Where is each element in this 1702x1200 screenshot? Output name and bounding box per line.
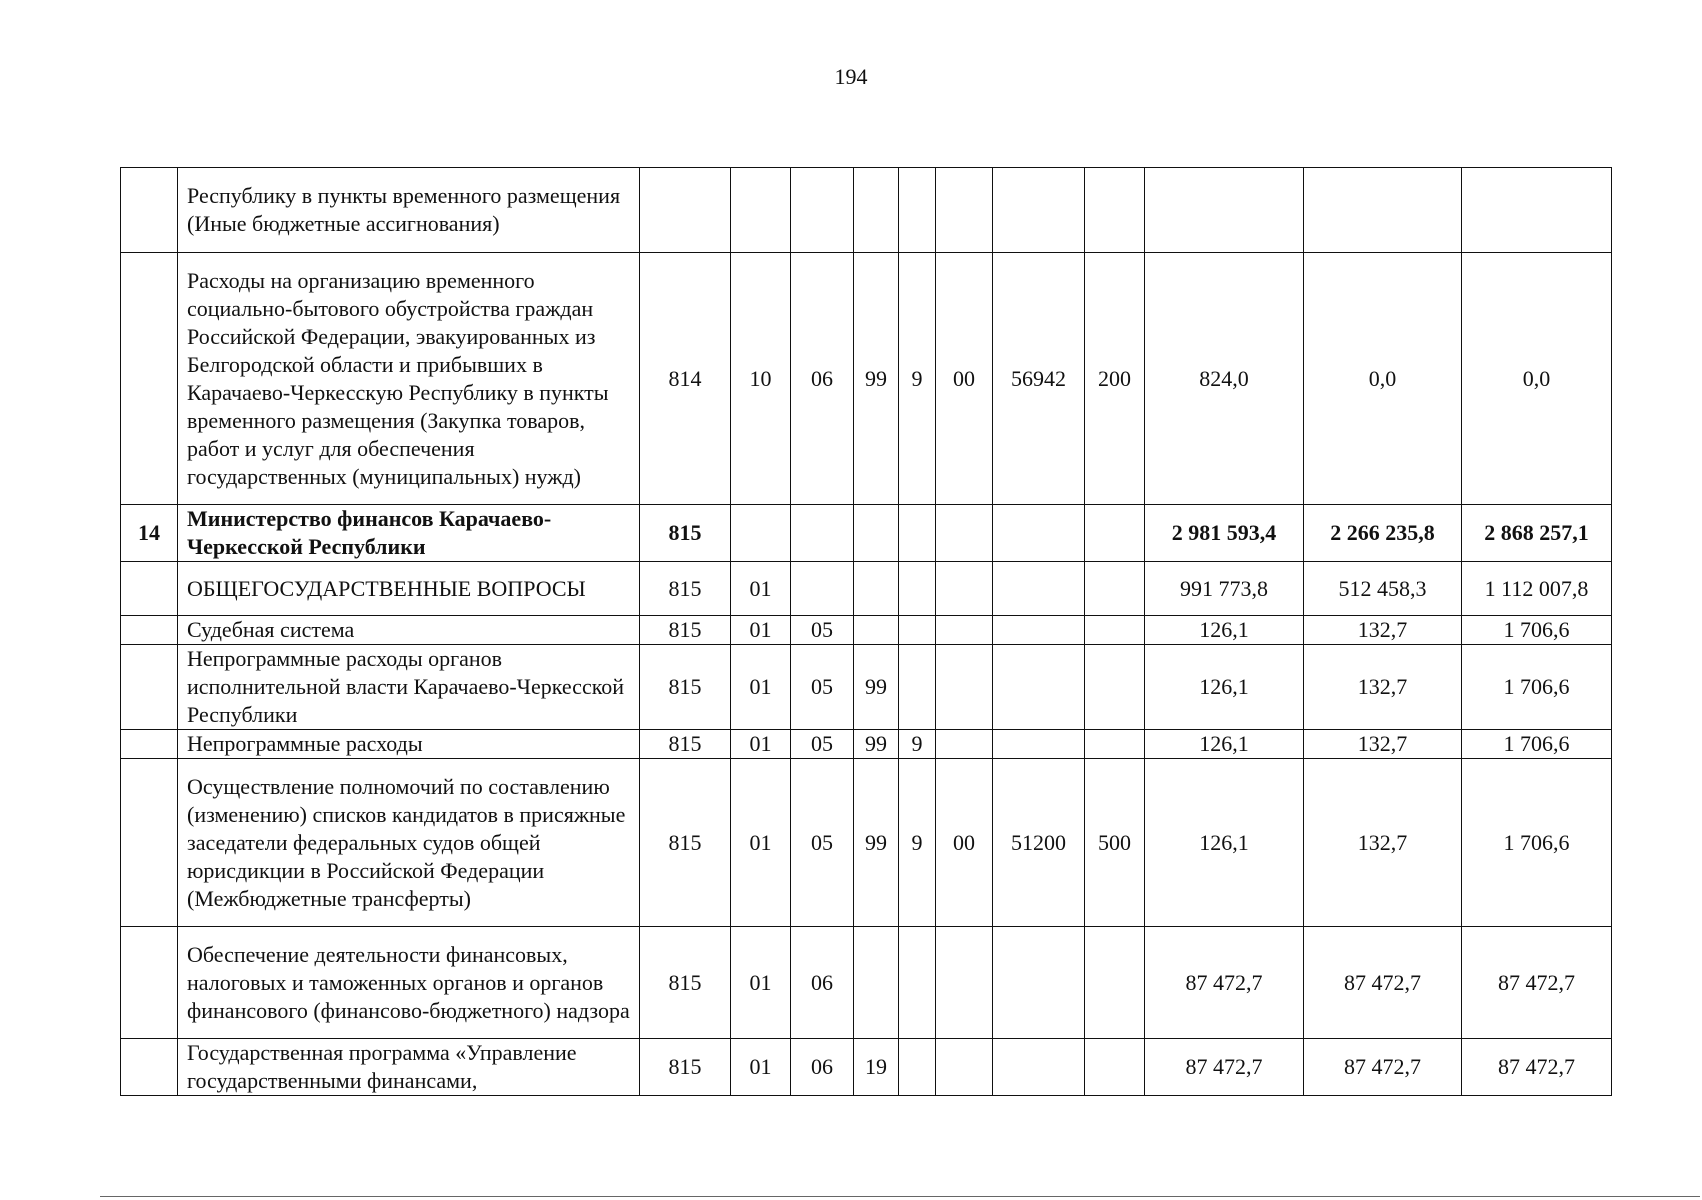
- table-row: [121, 505, 1612, 562]
- row-number-cell: [121, 168, 178, 253]
- subprogram-code-cell: [899, 1039, 936, 1096]
- table-row: [121, 253, 1612, 505]
- section-code-cell: 01: [731, 562, 791, 616]
- program-code-cell: [854, 168, 899, 253]
- direction-code-cell: 51200: [993, 759, 1085, 927]
- subprogram-code-cell: 9: [899, 253, 936, 505]
- amount-year-1-cell: 991 773,8: [1145, 562, 1304, 616]
- subsection-code-cell: [791, 505, 854, 562]
- ministry-code-cell: 815: [640, 645, 731, 730]
- program-code-cell: 99: [854, 759, 899, 927]
- amount-year-2-cell: [1304, 168, 1462, 253]
- subprogram-code-cell: [899, 168, 936, 253]
- amount-year-2-cell: 132,7: [1304, 730, 1462, 759]
- ministry-code-cell: [640, 168, 731, 253]
- ministry-code-cell: 815: [640, 927, 731, 1039]
- direction-code-cell: [993, 645, 1085, 730]
- subprogram-code-cell: [899, 505, 936, 562]
- ministry-code-cell: 814: [640, 253, 731, 505]
- amount-year-1-cell: 87 472,7: [1145, 927, 1304, 1039]
- amount-year-1-cell: 126,1: [1145, 616, 1304, 645]
- subsection-code-cell: 05: [791, 759, 854, 927]
- event-code-cell: [936, 505, 993, 562]
- description-cell: Судебная система: [178, 616, 640, 645]
- ministry-code-cell: 815: [640, 616, 731, 645]
- program-code-cell: 99: [854, 730, 899, 759]
- description-cell: Непрограммные расходы: [178, 730, 640, 759]
- expense-type-cell: [1085, 1039, 1145, 1096]
- section-code-cell: 01: [731, 1039, 791, 1096]
- amount-year-3-cell: 1 706,6: [1462, 730, 1612, 759]
- ministry-code-cell: 815: [640, 730, 731, 759]
- subprogram-code-cell: [899, 616, 936, 645]
- description-cell: ОБЩЕГОСУДАРСТВЕННЫЕ ВОПРОСЫ: [178, 562, 640, 616]
- subsection-code-cell: 05: [791, 616, 854, 645]
- expense-type-cell: [1085, 168, 1145, 253]
- row-number-cell: [121, 1039, 178, 1096]
- row-number-cell: [121, 730, 178, 759]
- program-code-cell: 99: [854, 645, 899, 730]
- event-code-cell: [936, 562, 993, 616]
- subprogram-code-cell: [899, 562, 936, 616]
- subprogram-code-cell: [899, 927, 936, 1039]
- direction-code-cell: [993, 616, 1085, 645]
- amount-year-1-cell: 126,1: [1145, 730, 1304, 759]
- subsection-code-cell: [791, 168, 854, 253]
- amount-year-3-cell: [1462, 168, 1612, 253]
- table-row: [121, 730, 1612, 759]
- page-bottom-rule: [100, 1196, 1700, 1197]
- section-code-cell: 01: [731, 927, 791, 1039]
- table-row: [121, 927, 1612, 1039]
- amount-year-1-cell: 126,1: [1145, 759, 1304, 927]
- table-row: [121, 562, 1612, 616]
- amount-year-2-cell: 132,7: [1304, 645, 1462, 730]
- amount-year-1-cell: 126,1: [1145, 645, 1304, 730]
- amount-year-2-cell: 2 266 235,8: [1304, 505, 1462, 562]
- table-row: [121, 759, 1612, 927]
- row-number-cell: [121, 562, 178, 616]
- subsection-code-cell: 05: [791, 730, 854, 759]
- subsection-code-cell: 06: [791, 927, 854, 1039]
- description-cell: Непрограммные расходы органов исполнительной власти Карачаево-Черкесской Республики: [178, 645, 640, 730]
- budget-table: [120, 167, 1612, 1096]
- amount-year-2-cell: 87 472,7: [1304, 1039, 1462, 1096]
- section-code-cell: [731, 168, 791, 253]
- row-number-cell: [121, 645, 178, 730]
- amount-year-1-cell: 824,0: [1145, 253, 1304, 505]
- event-code-cell: [936, 645, 993, 730]
- direction-code-cell: [993, 168, 1085, 253]
- event-code-cell: [936, 730, 993, 759]
- section-code-cell: 01: [731, 730, 791, 759]
- expense-type-cell: [1085, 505, 1145, 562]
- ministry-code-cell: 815: [640, 562, 731, 616]
- event-code-cell: [936, 616, 993, 645]
- program-code-cell: 19: [854, 1039, 899, 1096]
- amount-year-3-cell: 2 868 257,1: [1462, 505, 1612, 562]
- amount-year-3-cell: 1 706,6: [1462, 616, 1612, 645]
- amount-year-2-cell: 132,7: [1304, 616, 1462, 645]
- amount-year-3-cell: 1 706,6: [1462, 759, 1612, 927]
- subsection-code-cell: [791, 562, 854, 616]
- amount-year-3-cell: 0,0: [1462, 253, 1612, 505]
- event-code-cell: [936, 1039, 993, 1096]
- section-code-cell: 01: [731, 759, 791, 927]
- amount-year-1-cell: 2 981 593,4: [1145, 505, 1304, 562]
- expense-type-cell: [1085, 927, 1145, 1039]
- description-cell: Министерство финансов Карачаево-Черкесской Республики: [178, 505, 640, 562]
- expense-type-cell: [1085, 616, 1145, 645]
- amount-year-1-cell: 87 472,7: [1145, 1039, 1304, 1096]
- program-code-cell: [854, 562, 899, 616]
- program-code-cell: [854, 616, 899, 645]
- subsection-code-cell: 06: [791, 1039, 854, 1096]
- table-row: [121, 645, 1612, 730]
- amount-year-2-cell: 87 472,7: [1304, 927, 1462, 1039]
- section-code-cell: [731, 505, 791, 562]
- row-number-cell: 14: [121, 505, 178, 562]
- ministry-code-cell: 815: [640, 1039, 731, 1096]
- amount-year-3-cell: 1 112 007,8: [1462, 562, 1612, 616]
- event-code-cell: 00: [936, 759, 993, 927]
- event-code-cell: 00: [936, 253, 993, 505]
- expense-type-cell: 200: [1085, 253, 1145, 505]
- amount-year-2-cell: 132,7: [1304, 759, 1462, 927]
- subprogram-code-cell: 9: [899, 759, 936, 927]
- amount-year-1-cell: [1145, 168, 1304, 253]
- amount-year-2-cell: 512 458,3: [1304, 562, 1462, 616]
- direction-code-cell: [993, 927, 1085, 1039]
- direction-code-cell: [993, 1039, 1085, 1096]
- table-row: [121, 168, 1612, 253]
- amount-year-3-cell: 87 472,7: [1462, 927, 1612, 1039]
- row-number-cell: [121, 253, 178, 505]
- description-cell: Республику в пункты временного размещения (Иные бюджетные ассигнования): [178, 168, 640, 253]
- ministry-code-cell: 815: [640, 505, 731, 562]
- description-cell: Государственная программа «Управление государственными финансами,: [178, 1039, 640, 1096]
- subsection-code-cell: 06: [791, 253, 854, 505]
- amount-year-3-cell: 1 706,6: [1462, 645, 1612, 730]
- description-cell: Расходы на организацию временного социально-бытового обустройства граждан Российской Федерации, эвакуированных из Белгородской области и прибывших в Карачаево-Черкесскую Республику в пункты временного размещения (Закупка товаров, работ и услуг для обеспечения государственных (муниципальных) нужд): [178, 253, 640, 505]
- amount-year-3-cell: 87 472,7: [1462, 1039, 1612, 1096]
- expense-type-cell: [1085, 645, 1145, 730]
- row-number-cell: [121, 927, 178, 1039]
- table-row: [121, 1039, 1612, 1096]
- section-code-cell: 01: [731, 616, 791, 645]
- expense-type-cell: 500: [1085, 759, 1145, 927]
- table-row: [121, 616, 1612, 645]
- section-code-cell: 10: [731, 253, 791, 505]
- expense-type-cell: [1085, 562, 1145, 616]
- subprogram-code-cell: 9: [899, 730, 936, 759]
- program-code-cell: 99: [854, 253, 899, 505]
- subsection-code-cell: 05: [791, 645, 854, 730]
- row-number-cell: [121, 759, 178, 927]
- section-code-cell: 01: [731, 645, 791, 730]
- subprogram-code-cell: [899, 645, 936, 730]
- program-code-cell: [854, 927, 899, 1039]
- program-code-cell: [854, 505, 899, 562]
- page-number: 194: [834, 64, 868, 89]
- expense-type-cell: [1085, 730, 1145, 759]
- row-number-cell: [121, 616, 178, 645]
- event-code-cell: [936, 927, 993, 1039]
- amount-year-2-cell: 0,0: [1304, 253, 1462, 505]
- direction-code-cell: [993, 562, 1085, 616]
- ministry-code-cell: 815: [640, 759, 731, 927]
- description-cell: Обеспечение деятельности финансовых, налоговых и таможенных органов и органов финансового (финансово-бюджетного) надзора: [178, 927, 640, 1039]
- description-cell: Осуществление полномочий по составлению (изменению) списков кандидатов в присяжные заседатели федеральных судов общей юрисдикции в Российской Федерации (Межбюджетные трансферты): [178, 759, 640, 927]
- direction-code-cell: 56942: [993, 253, 1085, 505]
- event-code-cell: [936, 168, 993, 253]
- direction-code-cell: [993, 730, 1085, 759]
- direction-code-cell: [993, 505, 1085, 562]
